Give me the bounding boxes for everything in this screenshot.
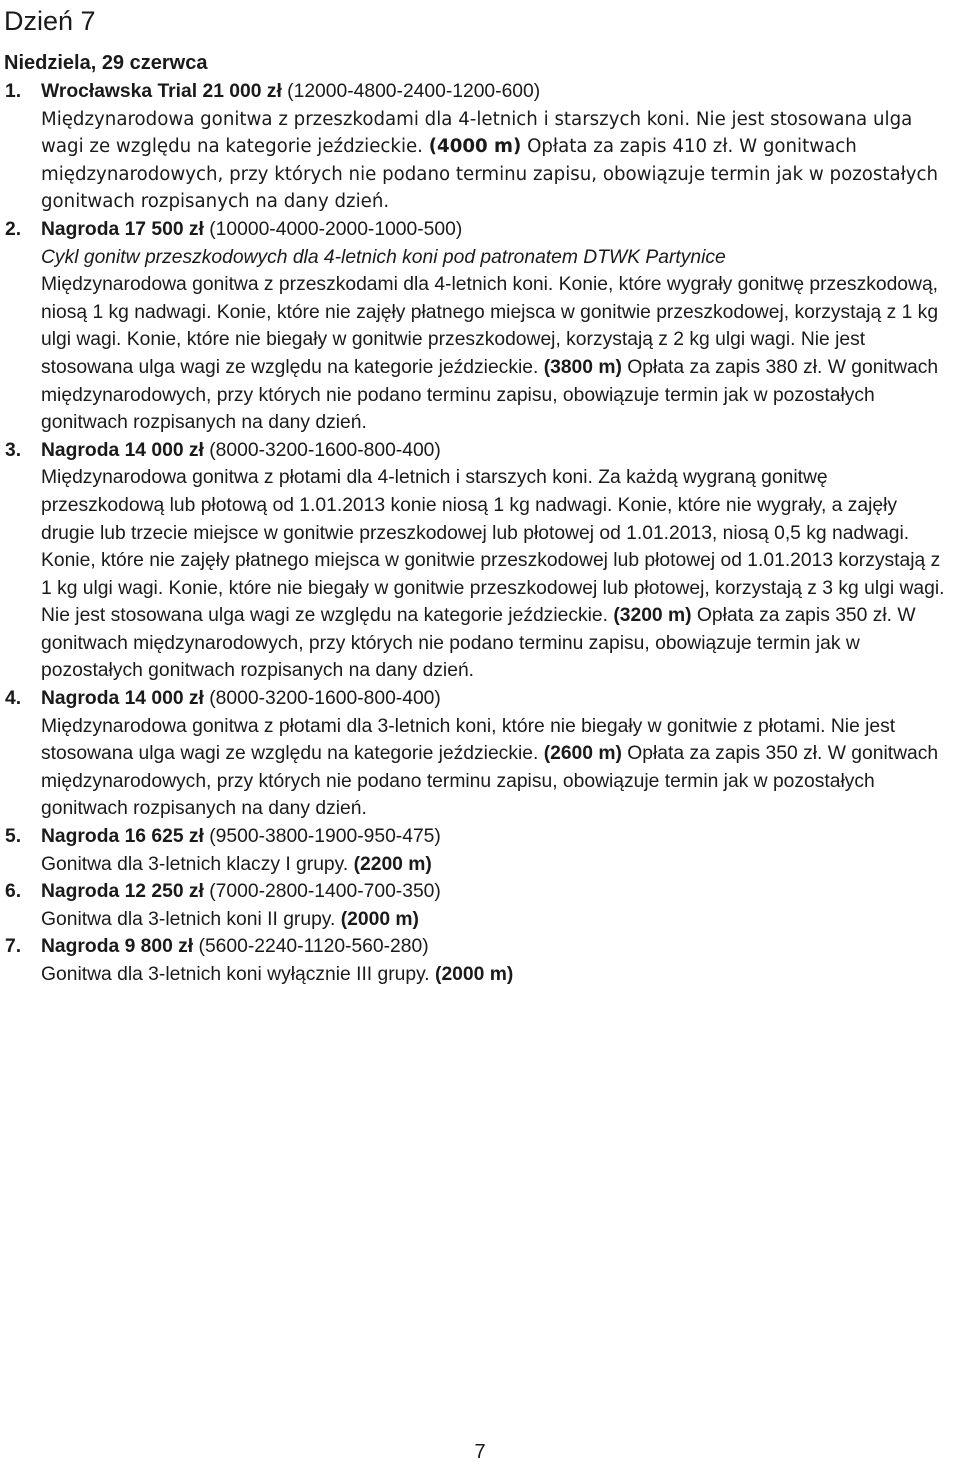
race-prize: Nagroda 17 500 zł: [41, 218, 204, 240]
race-heading: [41, 823, 952, 851]
race-distance: (2600 m): [543, 743, 622, 765]
race-description: [41, 906, 952, 934]
race-prize-split: (9500-3800-1900-950-475): [203, 826, 441, 848]
race-item: [0, 878, 952, 933]
race-heading: [41, 685, 952, 713]
race-prize-split: (8000-3200-1600-800-400): [203, 439, 441, 461]
race-text: Opłata za zapis 350 zł. W gonitwach międzynarodowych, przy których nie podano terminu zapisu, obowiązuje termin jak w pozostałych gonitwach rozpisanych na dany dzień.: [41, 743, 939, 820]
race-text: Opłata za zapis 350 zł. W gonitwach międzynarodowych, przy których nie podano terminu zapisu, obowiązuje termin jak w pozostałych gonitwach rozpisanych na dany dzień.: [41, 605, 916, 682]
race-heading: [41, 933, 952, 961]
race-distance: (2200 m): [353, 853, 432, 875]
race-item: [0, 216, 952, 437]
race-text: Opłata za zapis 410 zł. W gonitwach międzynarodowych, przy których nie podano terminu zapisu, obowiązuje termin jak w pozostałych gonitwach rozpisanych na dany dzień.: [41, 136, 939, 213]
race-text: Gonitwa dla 3-letnich koni II grupy.: [41, 908, 341, 930]
race-number: 6.: [5, 881, 22, 903]
race-prize: Nagroda 9 800 zł: [41, 936, 194, 958]
race-text: Międzynarodowa gonitwa z płotami dla 3-letnich koni, które nie biegały w gonitwie z płotami. Nie jest stosowana ulga wagi ze względu na kategorie jeździeckie.: [41, 715, 896, 765]
race-text: Międzynarodowa gonitwa z przeszkodami dla 4-letnich i starszych koni. Nie jest stosowana ulga wagi ze względu na kategorie jeździeckie.: [41, 108, 913, 158]
race-distance: (2000 m): [435, 964, 514, 985]
race-text: Międzynarodowa gonitwa z przeszkodami dla 4-letnich koni. Konie, które wygrały gonitwę przeszkodową, niosą 1 kg nadwagi. Konie, które nie zajęły płatnego miejsca w gonitwie przeszkodowej, korzystają z 1 kg ulgi wagi. Konie, które nie biegały w gonitwie przeszkodowej, korzystają z 2 kg ulgi wagi. Nie jest stosowana ulga wagi ze względu na kategorie jeździeckie.: [41, 274, 939, 378]
race-heading: [41, 878, 952, 906]
race-text: Gonitwa dla 3-letnich koni wyłącznie III grupy.: [41, 964, 436, 985]
race-list: [0, 78, 952, 989]
day-title: Dzień 7: [4, 6, 96, 36]
race-item: [0, 685, 952, 823]
race-prize: Nagroda 14 000 zł: [41, 439, 204, 461]
race-text: Międzynarodowa gonitwa z płotami dla 4-letnich i starszych koni. Za każdą wygraną gonitwę przeszkodową lub płotową od 1.01.2013 konie niosą 1 kg nadwagi. Konie, które nie wygrały, a zajęły drugie lub trzecie miejsce w gonitwie przeszkodowej lub płotowej od 1.01.2013, niosą 0,5 kg nadwagi. Konie, które nie zajęły płatnego miejsca w gonitwie przeszkodowej lub płotowej od 1.01.2013 korzystają z 1 kg ulgi wagi. Konie, które nie biegały w gonitwie przeszkodowej lub płotowej, korzystają z 3 kg ulgi wagi. Nie jest stosowana ulga wagi ze względu na kategorie jeździeckie.: [41, 467, 945, 627]
race-distance: (3200 m): [613, 605, 692, 627]
race-description: [41, 464, 952, 685]
race-distance: (4000 m): [428, 136, 522, 158]
race-number: 4.: [5, 688, 22, 710]
race-item: [0, 78, 952, 216]
race-prize-split: (7000-2800-1400-700-350): [203, 881, 441, 903]
race-prize-split: (10000-4000-2000-1000-500): [203, 218, 463, 240]
race-description: [41, 851, 952, 879]
race-prize-split: (8000-3200-1600-800-400): [203, 688, 441, 710]
race-item: [0, 933, 952, 988]
race-series: Cykl gonitw przeszkodowych dla 4-letnich koni pod patronatem DTWK Partynice: [41, 246, 726, 268]
race-prize-split: (5600-2240-1120-560-280): [193, 936, 429, 958]
race-prize: Wrocławska Trial 21 000 zł: [41, 81, 282, 102]
race-prize: Nagroda 12 250 zł: [41, 881, 204, 903]
race-description: [41, 106, 952, 216]
race-number: 1.: [5, 81, 22, 102]
page-number: 7: [474, 1441, 486, 1463]
race-number: 7.: [5, 936, 22, 958]
race-number: 3.: [5, 439, 22, 461]
race-number: 2.: [5, 218, 22, 240]
race-item: [0, 823, 952, 878]
race-description: [41, 713, 952, 823]
race-heading: [41, 437, 952, 465]
race-description: [41, 271, 952, 437]
race-distance: (3800 m): [543, 356, 622, 378]
race-item: [0, 437, 952, 685]
race-distance: (2000 m): [340, 908, 419, 930]
race-text: Gonitwa dla 3-letnich klaczy I grupy.: [41, 853, 354, 875]
race-heading: [41, 216, 952, 244]
race-prize: Nagroda 16 625 zł: [41, 826, 204, 848]
race-number: 5.: [5, 826, 22, 848]
race-description: [41, 961, 952, 989]
race-prize: Nagroda 14 000 zł: [41, 688, 204, 710]
race-prize-split: (12000-4800-2400-1200-600): [281, 81, 541, 102]
race-text: Opłata za zapis 380 zł. W gonitwach międzynarodowych, przy których nie podano terminu zapisu, obowiązuje termin jak w pozostałych gonitwach rozpisanych na dany dzień.: [41, 356, 939, 434]
race-heading: [41, 78, 952, 106]
day-date: Niedziela, 29 czerwca: [4, 52, 208, 74]
